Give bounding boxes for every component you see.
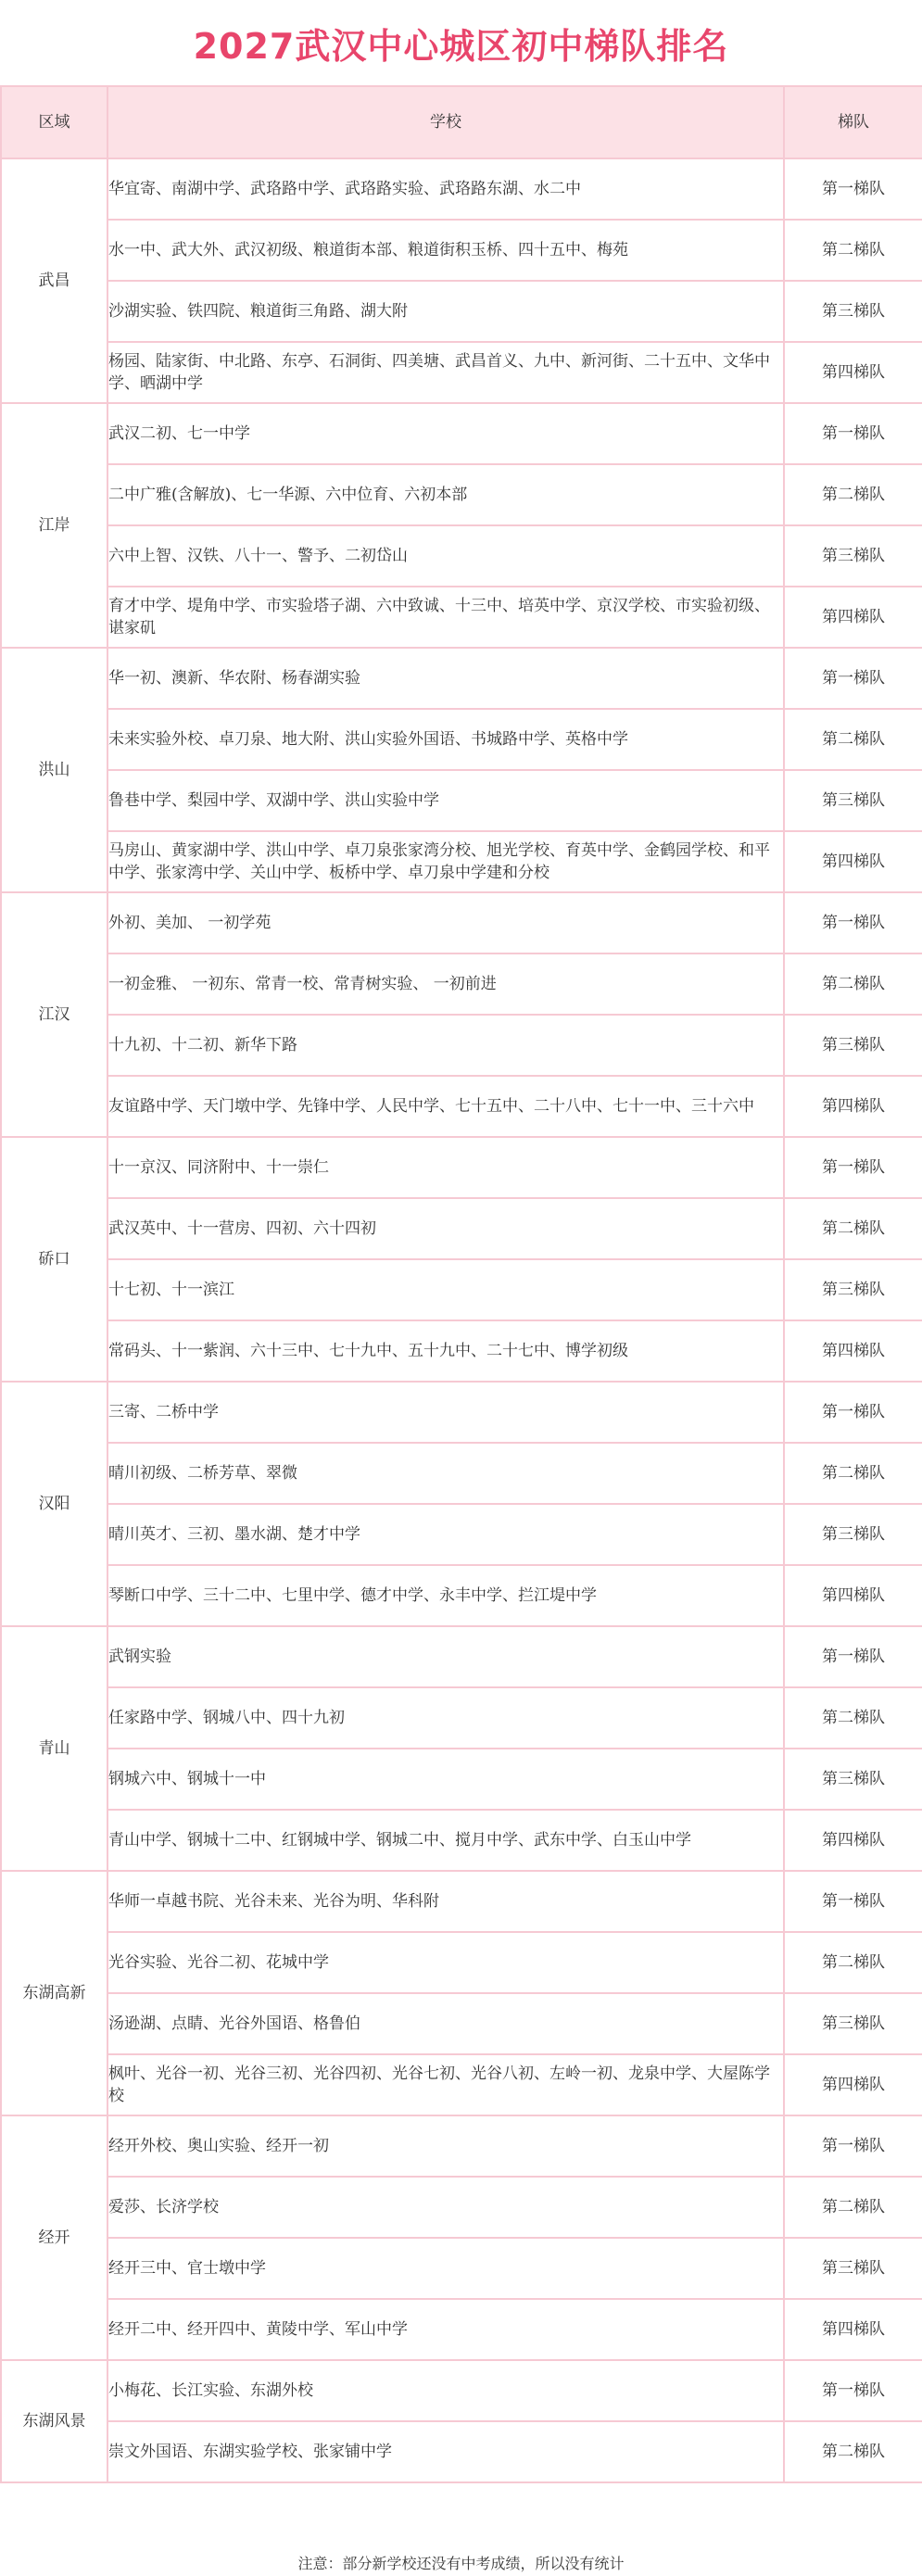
schools-cell: 经开二中、经开四中、黄陵中学、军山中学 [107,2299,784,2360]
schools-cell: 外初、美加、 一初学苑 [107,892,784,953]
schools-cell: 十九初、十二初、新华下路 [107,1015,784,1076]
table-row [1,770,922,831]
tier-cell: 第一梯队 [784,1137,922,1198]
district-cell: 汉阳 [1,1382,107,1626]
table-row [1,281,922,342]
schools-cell: 晴川初级、二桥芳草、翠微 [107,1443,784,1504]
tier-cell: 第四梯队 [784,1810,922,1871]
schools-cell: 经开外校、奥山实验、经开一初 [107,2115,784,2177]
tier-cell: 第三梯队 [784,1993,922,2054]
table-row [1,342,922,403]
schools-cell: 琴断口中学、三十二中、七里中学、德才中学、永丰中学、拦江堤中学 [107,1565,784,1626]
table-row [1,2177,922,2238]
schools-cell: 青山中学、钢城十二中、红钢城中学、钢城二中、搅月中学、武东中学、白玉山中学 [107,1810,784,1871]
table-row [1,403,922,464]
schools-cell: 杨园、陆家街、中北路、东亭、石洞街、四美塘、武昌首义、九中、新河街、二十五中、文华中学、晒湖中学 [107,342,784,403]
tier-cell: 第三梯队 [784,770,922,831]
footnote: 注意：部分新学校还没有中考成绩，所以没有统计 [297,2555,625,2572]
district-cell: 江岸 [1,403,107,648]
table-row [1,1198,922,1259]
tier-cell: 第一梯队 [784,648,922,709]
tier-cell: 第二梯队 [784,220,922,281]
tier-cell: 第二梯队 [784,464,922,525]
schools-cell: 十七初、十一滨江 [107,1259,784,1320]
tier-cell: 第四梯队 [784,1320,922,1382]
tier-cell: 第二梯队 [784,953,922,1015]
tier-cell: 第一梯队 [784,2360,922,2421]
tier-cell: 第二梯队 [784,1932,922,1993]
header-tier: 梯队 [784,86,922,158]
table-row [1,1443,922,1504]
tier-cell: 第四梯队 [784,2299,922,2360]
table-row [1,648,922,709]
tier-cell: 第二梯队 [784,1443,922,1504]
table-row [1,1626,922,1687]
table-row [1,2054,922,2115]
schools-cell: 任家路中学、钢城八中、四十九初 [107,1687,784,1749]
table-row [1,1871,922,1932]
tier-cell: 第三梯队 [784,2238,922,2299]
schools-cell: 友谊路中学、天门墩中学、先锋中学、人民中学、七十五中、二十八中、七十一中、三十六中 [107,1076,784,1137]
schools-cell: 武钢实验 [107,1626,784,1687]
schools-cell: 十一京汉、同济附中、十一崇仁 [107,1137,784,1198]
tier-cell: 第四梯队 [784,831,922,892]
tier-cell: 第四梯队 [784,2054,922,2115]
header-district: 区域 [1,86,107,158]
schools-cell: 育才中学、堤角中学、市实验塔子湖、六中致诚、十三中、培英中学、京汉学校、市实验初级、谌家矶 [107,587,784,648]
tier-cell: 第二梯队 [784,1687,922,1749]
district-cell: 硚口 [1,1137,107,1382]
table-header-row [1,86,922,158]
schools-cell: 枫叶、光谷一初、光谷三初、光谷四初、光谷七初、光谷八初、左岭一初、龙泉中学、大屋陈学校 [107,2054,784,2115]
table-row [1,1993,922,2054]
tier-cell: 第一梯队 [784,403,922,464]
district-cell: 青山 [1,1626,107,1871]
tier-cell: 第一梯队 [784,1871,922,1932]
schools-cell: 三寄、二桥中学 [107,1382,784,1443]
schools-cell: 华一初、澳新、华农附、杨春湖实验 [107,648,784,709]
district-cell: 东湖高新 [1,1871,107,2115]
table-row [1,2360,922,2421]
table-row [1,953,922,1015]
schools-cell: 爱莎、长济学校 [107,2177,784,2238]
table-row [1,1320,922,1382]
ranking-table [0,85,922,2483]
tier-cell: 第四梯队 [784,342,922,403]
table-row [1,1076,922,1137]
district-cell: 江汉 [1,892,107,1137]
tier-cell: 第一梯队 [784,1382,922,1443]
table-row [1,831,922,892]
schools-cell: 光谷实验、光谷二初、花城中学 [107,1932,784,1993]
schools-cell: 未来实验外校、卓刀泉、地大附、洪山实验外国语、书城路中学、英格中学 [107,709,784,770]
district-cell: 洪山 [1,648,107,892]
schools-cell: 鲁巷中学、梨园中学、双湖中学、洪山实验中学 [107,770,784,831]
table-row [1,1504,922,1565]
tier-cell: 第三梯队 [784,1504,922,1565]
header-school: 学校 [107,86,784,158]
tier-cell: 第四梯队 [784,587,922,648]
page-title: 2027武汉中心城区初中梯队排名 [193,25,729,67]
schools-cell: 常码头、十一紫润、六十三中、七十九中、五十九中、二十七中、博学初级 [107,1320,784,1382]
tier-cell: 第一梯队 [784,158,922,220]
district-cell: 武昌 [1,158,107,403]
schools-cell: 水一中、武大外、武汉初级、粮道街本部、粮道街积玉桥、四十五中、梅苑 [107,220,784,281]
tier-cell: 第二梯队 [784,2421,922,2482]
district-cell: 经开 [1,2115,107,2360]
tier-cell: 第一梯队 [784,892,922,953]
table-row [1,1749,922,1810]
table-row [1,2299,922,2360]
district-cell: 东湖风景 [1,2360,107,2482]
table-row [1,2238,922,2299]
schools-cell: 华宜寄、南湖中学、武珞路中学、武珞路实验、武珞路东湖、水二中 [107,158,784,220]
table-row [1,158,922,220]
table-row [1,464,922,525]
schools-cell: 武汉英中、十一营房、四初、六十四初 [107,1198,784,1259]
tier-cell: 第四梯队 [784,1076,922,1137]
schools-cell: 马房山、黄家湖中学、洪山中学、卓刀泉张家湾分校、旭光学校、育英中学、金鹤园学校、和平中学、张家湾中学、关山中学、板桥中学、卓刀泉中学建和分校 [107,831,784,892]
schools-cell: 沙湖实验、铁四院、粮道街三角路、湖大附 [107,281,784,342]
schools-cell: 一初金雅、 一初东、常青一校、常青树实验、 一初前进 [107,953,784,1015]
table-row [1,1932,922,1993]
table-row [1,1259,922,1320]
schools-cell: 小梅花、长江实验、东湖外校 [107,2360,784,2421]
schools-cell: 华师一卓越书院、光谷未来、光谷为明、华科附 [107,1871,784,1932]
table-body [1,158,922,2482]
schools-cell: 崇文外国语、东湖实验学校、张家铺中学 [107,2421,784,2482]
table-row [1,525,922,587]
schools-cell: 晴川英才、三初、墨水湖、楚才中学 [107,1504,784,1565]
tier-cell: 第三梯队 [784,1259,922,1320]
tier-cell: 第二梯队 [784,709,922,770]
table-row [1,1810,922,1871]
tier-cell: 第一梯队 [784,1626,922,1687]
tier-cell: 第三梯队 [784,1749,922,1810]
table-row [1,220,922,281]
table-row [1,1137,922,1198]
table-row [1,2421,922,2482]
tier-cell: 第四梯队 [784,1565,922,1626]
table-row [1,587,922,648]
table-row [1,892,922,953]
schools-cell: 六中上智、汉铁、八十一、警予、二初岱山 [107,525,784,587]
schools-cell: 汤逊湖、点睛、光谷外国语、格鲁伯 [107,1993,784,2054]
table-row [1,1015,922,1076]
schools-cell: 武汉二初、七一中学 [107,403,784,464]
schools-cell: 经开三中、官士墩中学 [107,2238,784,2299]
tier-cell: 第三梯队 [784,281,922,342]
table-row [1,2115,922,2177]
schools-cell: 钢城六中、钢城十一中 [107,1749,784,1810]
tier-cell: 第二梯队 [784,1198,922,1259]
tier-cell: 第二梯队 [784,2177,922,2238]
table-row [1,1565,922,1626]
schools-cell: 二中广雅(含解放)、七一华源、六中位育、六初本部 [107,464,784,525]
table-row [1,1382,922,1443]
tier-cell: 第三梯队 [784,525,922,587]
table-row [1,709,922,770]
tier-cell: 第三梯队 [784,1015,922,1076]
tier-cell: 第一梯队 [784,2115,922,2177]
table-row [1,1687,922,1749]
